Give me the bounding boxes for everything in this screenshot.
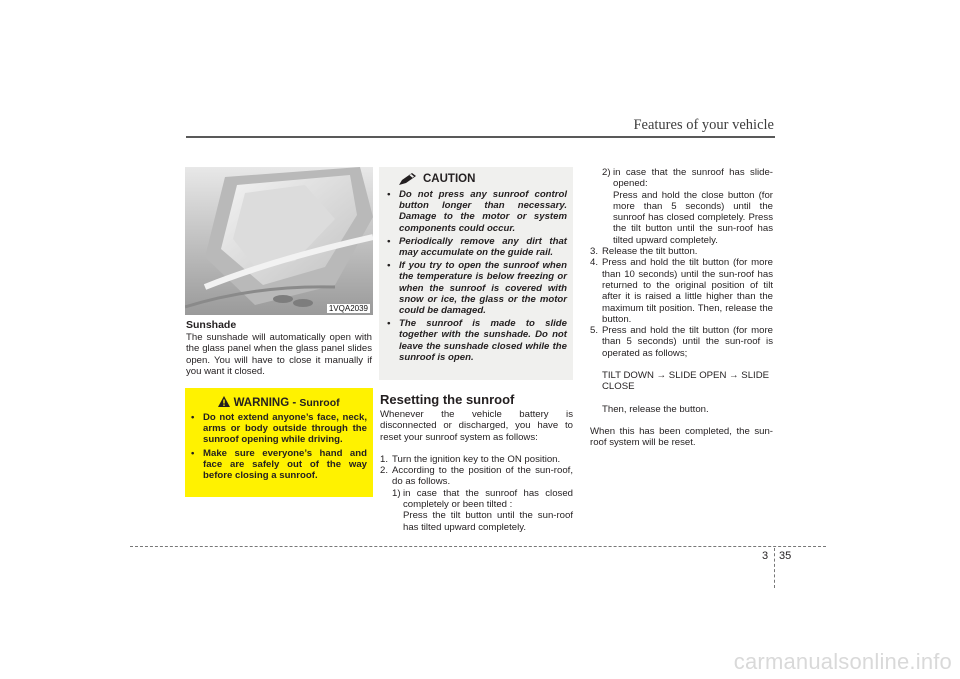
step-4: 4. Press and hold the tilt button (for more than 10 seconds) until the sun-roof has returned to the original position of tilt after it is raised a little higher than the maximum tilt position. Then, release the button. <box>590 257 773 325</box>
step-1: 1. Turn the ignition key to the ON position. <box>380 453 561 465</box>
page-header-title: Features of your vehicle <box>633 117 774 133</box>
release-instruction: Then, release the button. <box>602 403 709 415</box>
substep-2-body: Press and hold the close button (for more than 5 seconds) until the sunroof has closed completely. Press the tilt button until the sun-roof has tilted upward completely. <box>613 189 773 246</box>
warning-list <box>191 412 367 483</box>
header-rule <box>186 136 775 138</box>
page-number-separator <box>774 548 775 588</box>
warning-box <box>185 388 373 497</box>
caution-pencil-icon <box>399 173 417 185</box>
sunshade-heading: Sunshade <box>186 319 237 331</box>
step-2: 2. According to the position of the sun-roof, do as follows. <box>380 465 573 488</box>
resetting-intro: Whenever the vehicle battery is disconnected or discharged, you have to reset your sunroof system as follows: <box>380 409 573 443</box>
step-3: 3. Release the tilt button. <box>590 246 698 258</box>
warning-subtitle: Sunroof <box>299 397 340 409</box>
sunroof-photo-illustration <box>185 167 373 315</box>
footer-rule <box>130 546 826 547</box>
caution-title: CAUTION <box>423 173 476 185</box>
substep-1: 1) in case that the sunroof has closed completely or been tilted : <box>392 487 573 511</box>
warning-triangle-icon <box>218 396 230 407</box>
watermark: carmanualsonline.info <box>733 649 952 674</box>
photo-code: 1VQA2039 <box>328 304 368 313</box>
chapter-number: 3 <box>762 550 769 562</box>
caution-list <box>387 189 567 365</box>
warning-title <box>185 396 373 409</box>
sunshade-body: The sunshade will automatically open with the glass panel when the glass panel slides open. You will have to close it manually if you want it closed. <box>186 332 372 377</box>
substep-1-body: Press the tilt button until the sun-roof has tilted upward completely. <box>403 510 573 533</box>
sunroof-photo <box>185 167 373 315</box>
operation-sequence: TILT DOWN → SLIDE OPEN → SLIDE CLOSE <box>602 370 770 393</box>
caution-item: • Periodically remove any dirt that may accumulate on the guide rail. <box>387 235 567 259</box>
page-number: 35 <box>779 550 792 562</box>
resetting-column-right <box>590 167 773 449</box>
warning-title-text: WARNING - <box>233 397 297 409</box>
warning-item: • Do not extend anyone’s face, neck, arms or body outside through the sunroof opening while driving. <box>191 412 367 446</box>
caution-item: • The sunroof is made to slide together with the sunshade. Do not leave the sunshade closed while the sunroof is open. <box>387 318 567 363</box>
step-5: 5. Press and hold the tilt button (for more than 5 seconds) until the sun-roof is operated as follows; <box>590 325 773 359</box>
substep-2: 2) in case that the sunroof has slide-opened: <box>602 167 773 190</box>
resetting-outro: When this has been completed, the sun-roof system will be reset. <box>590 425 773 449</box>
resetting-column-middle <box>380 409 573 533</box>
caution-item: • Do not press any sunroof control button longer than necessary. Damage to the motor or system components could occur. <box>387 189 567 234</box>
resetting-heading: Resetting the sunroof <box>380 392 515 407</box>
caution-item: • If you try to open the sunroof when the temperature is below freezing or when the sunroof is covered with snow or ice, the glass or the motor could be damaged. <box>387 260 567 317</box>
warning-item: • Make sure everyone’s hand and face are safely out of the way before closing a sunroof. <box>191 447 367 482</box>
caution-box <box>379 167 573 380</box>
